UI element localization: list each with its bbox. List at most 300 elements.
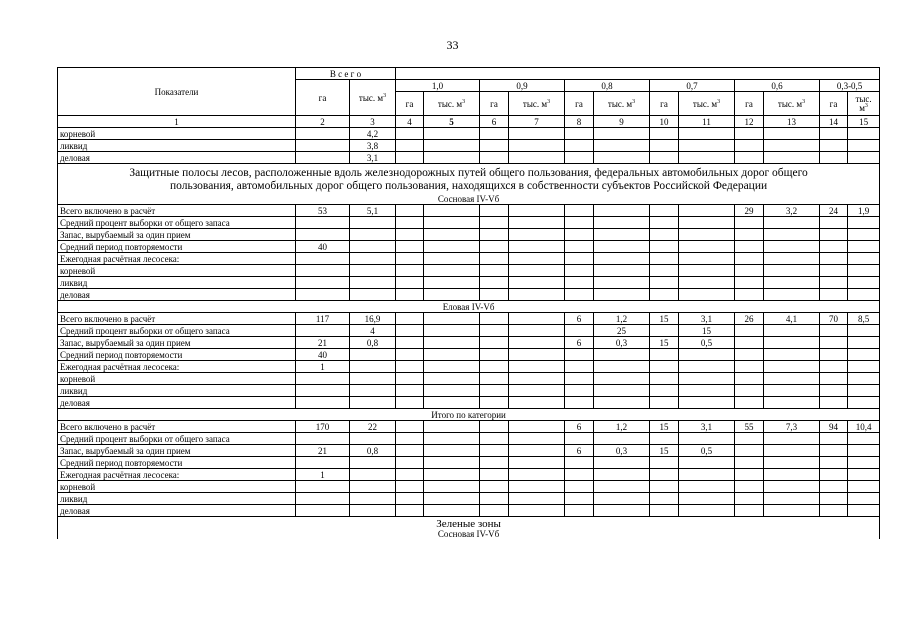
cell-value: [350, 493, 396, 505]
cell-value: [848, 361, 880, 373]
cell-value: [565, 457, 594, 469]
cell-value: [735, 265, 764, 277]
cell-value: [594, 385, 650, 397]
cell-value: [650, 253, 679, 265]
row-label: Всего включено в расчёт: [58, 205, 296, 217]
cell-value: 25: [594, 325, 650, 337]
cell-value: [480, 361, 509, 373]
cell-value: 1,9: [848, 205, 880, 217]
header-ha: га: [820, 92, 848, 116]
cell-value: [735, 361, 764, 373]
cell-value: [396, 361, 424, 373]
cell-value: 1: [296, 361, 350, 373]
header-ha: га: [735, 92, 764, 116]
cell-value: [296, 277, 350, 289]
header-total: В с е г о: [296, 68, 396, 80]
table-row: [58, 140, 880, 152]
cell-value: [424, 445, 480, 457]
cell-value: 15: [650, 421, 679, 433]
cell-value: [509, 229, 565, 241]
cell-value: [679, 128, 735, 140]
cell-value: 0,3: [594, 445, 650, 457]
cell-value: [424, 361, 480, 373]
cell-value: [396, 433, 424, 445]
table-row: [58, 349, 880, 361]
cell-value: [296, 433, 350, 445]
cell-value: [650, 349, 679, 361]
section-title-text: Зеленые зоны: [436, 518, 501, 530]
cell-value: [820, 241, 848, 253]
cell-value: [424, 349, 480, 361]
cell-value: [509, 241, 565, 253]
cell-value: [396, 325, 424, 337]
cell-value: [848, 337, 880, 349]
cell-value: [509, 385, 565, 397]
cell-value: [594, 481, 650, 493]
cell-value: [480, 421, 509, 433]
cell-value: [480, 481, 509, 493]
cell-value: [509, 361, 565, 373]
cell-value: [424, 481, 480, 493]
column-number-row: [58, 116, 880, 128]
cell-value: [509, 140, 565, 152]
cell-value: [509, 433, 565, 445]
column-number: 8: [565, 116, 594, 128]
cell-value: [424, 241, 480, 253]
cell-value: [565, 481, 594, 493]
cell-value: [764, 253, 820, 265]
cell-value: [594, 457, 650, 469]
header-indicators: Показатели: [58, 68, 296, 116]
cell-value: [350, 265, 396, 277]
cell-value: [820, 361, 848, 373]
cell-value: [509, 493, 565, 505]
cell-value: 3,8: [350, 140, 396, 152]
cell-value: [509, 469, 565, 481]
cell-value: [820, 325, 848, 337]
cell-value: [848, 217, 880, 229]
cell-value: [848, 505, 880, 517]
row-label: ликвид: [58, 277, 296, 289]
cell-value: [296, 152, 350, 164]
column-number: 14: [820, 116, 848, 128]
cell-value: [565, 128, 594, 140]
cell-value: 4: [350, 325, 396, 337]
cell-value: [296, 217, 350, 229]
cell-value: [679, 205, 735, 217]
cell-value: [735, 128, 764, 140]
cell-value: [396, 229, 424, 241]
cell-value: [679, 152, 735, 164]
cell-value: [735, 373, 764, 385]
table-header: [58, 68, 880, 128]
cell-value: 7,3: [764, 421, 820, 433]
cell-value: [565, 265, 594, 277]
row-label: корневой: [58, 373, 296, 385]
cell-value: [424, 373, 480, 385]
row-label: ликвид: [58, 385, 296, 397]
block-title: Еловая IV-Vб: [58, 301, 880, 313]
cell-value: [509, 152, 565, 164]
cell-value: [424, 457, 480, 469]
cell-value: [424, 289, 480, 301]
cell-value: [650, 229, 679, 241]
cell-value: [296, 140, 350, 152]
header-thous-m3: тыс. $м^3$: [424, 92, 480, 116]
cell-value: [594, 217, 650, 229]
header-total-thous-m3: тыс. $м^3$: [350, 80, 396, 116]
cell-value: [396, 385, 424, 397]
cell-value: [509, 253, 565, 265]
cell-value: [679, 385, 735, 397]
header-thous-m3: тыс. $м^3$: [679, 92, 735, 116]
cell-value: [820, 397, 848, 409]
cell-value: [820, 505, 848, 517]
cell-value: [650, 361, 679, 373]
cell-value: [350, 481, 396, 493]
cell-value: [424, 433, 480, 445]
column-number: 1: [58, 116, 296, 128]
cell-value: [509, 421, 565, 433]
cell-value: [480, 205, 509, 217]
cell-value: [424, 217, 480, 229]
cell-value: [848, 229, 880, 241]
cell-value: 6: [565, 313, 594, 325]
cell-value: [424, 505, 480, 517]
cell-value: [350, 433, 396, 445]
cell-value: 15: [650, 337, 679, 349]
cell-value: [735, 241, 764, 253]
cell-value: 70: [820, 313, 848, 325]
row-label: Средний период повторяемости: [58, 241, 296, 253]
cell-value: 1,2: [594, 421, 650, 433]
table-row: [58, 373, 880, 385]
table-row: [58, 229, 880, 241]
row-label: Запас, вырубаемый за один прием: [58, 337, 296, 349]
cell-value: [296, 373, 350, 385]
cell-value: [650, 457, 679, 469]
cell-value: [650, 265, 679, 277]
cell-value: 0,5: [679, 337, 735, 349]
cell-value: [594, 152, 650, 164]
cell-value: [396, 277, 424, 289]
column-number: 10: [650, 116, 679, 128]
cell-value: [735, 445, 764, 457]
row-label: деловая: [58, 505, 296, 517]
row-label: Всего включено в расчёт: [58, 421, 296, 433]
cell-value: 10,4: [848, 421, 880, 433]
cell-value: [650, 493, 679, 505]
cell-value: [350, 349, 396, 361]
cell-value: [764, 373, 820, 385]
cell-value: 1: [296, 469, 350, 481]
cell-value: [764, 140, 820, 152]
table-row: [58, 265, 880, 277]
cell-value: [848, 128, 880, 140]
cell-value: 22: [350, 421, 396, 433]
cell-value: [396, 265, 424, 277]
cell-value: 40: [296, 241, 350, 253]
cell-value: [764, 217, 820, 229]
cell-value: [480, 493, 509, 505]
cell-value: [480, 457, 509, 469]
cell-value: [820, 289, 848, 301]
cell-value: [650, 505, 679, 517]
cell-value: [350, 241, 396, 253]
header-density: 0,8: [565, 80, 650, 92]
row-label: Ежегодная расчётная лесосека:: [58, 361, 296, 373]
column-number: 4: [396, 116, 424, 128]
cell-value: 24: [820, 205, 848, 217]
column-number: 5: [424, 116, 480, 128]
cell-value: [594, 140, 650, 152]
cell-value: [735, 277, 764, 289]
cell-value: [679, 457, 735, 469]
cell-value: [594, 433, 650, 445]
cell-value: [565, 241, 594, 253]
cell-value: [764, 337, 820, 349]
cell-value: 3,1: [350, 152, 396, 164]
cell-value: [480, 397, 509, 409]
row-label: деловая: [58, 289, 296, 301]
table-row: [58, 325, 880, 337]
row-label: ликвид: [58, 493, 296, 505]
cell-value: [296, 385, 350, 397]
cell-value: [509, 457, 565, 469]
cell-value: [480, 445, 509, 457]
cell-value: [650, 325, 679, 337]
cell-value: [848, 469, 880, 481]
cell-value: [594, 128, 650, 140]
cell-value: 6: [565, 445, 594, 457]
cell-value: [565, 469, 594, 481]
cell-value: [296, 325, 350, 337]
cell-value: 170: [296, 421, 350, 433]
header-density: 0,3-0,5: [820, 80, 880, 92]
cell-value: [594, 277, 650, 289]
header-density: 0,7: [650, 80, 735, 92]
cell-value: [480, 152, 509, 164]
header-thous-m3: тыс. $м^3$: [764, 92, 820, 116]
cell-value: [848, 373, 880, 385]
table-row: [58, 445, 880, 457]
cell-value: [565, 385, 594, 397]
cell-value: [396, 337, 424, 349]
cell-value: [480, 140, 509, 152]
table-row: [58, 217, 880, 229]
row-label: Средний процент выборки от общего запаса: [58, 325, 296, 337]
cell-value: [565, 140, 594, 152]
cell-value: [396, 445, 424, 457]
cell-value: [424, 469, 480, 481]
cell-value: [565, 217, 594, 229]
cell-value: 40: [296, 349, 350, 361]
cell-value: [509, 397, 565, 409]
cell-value: [350, 229, 396, 241]
section-title: Защитные полосы лесов, расположенные вдоль железнодорожных путей общего пользования, федеральных автомобильных дорог общего пользования, автомобильных дорог общего пользования, находящихся в собственности субъектов Российской Федерации: [58, 164, 880, 194]
cell-value: [679, 361, 735, 373]
cell-value: [735, 481, 764, 493]
cell-value: [820, 152, 848, 164]
row-label: корневой: [58, 481, 296, 493]
cell-value: [424, 385, 480, 397]
header-ha: га: [565, 92, 594, 116]
cell-value: [679, 229, 735, 241]
cell-value: [480, 469, 509, 481]
cell-value: [820, 265, 848, 277]
cell-value: [396, 349, 424, 361]
cell-value: [735, 457, 764, 469]
cell-value: [848, 445, 880, 457]
cell-value: 0,5: [679, 445, 735, 457]
cell-value: [679, 217, 735, 229]
cell-value: [650, 397, 679, 409]
table-row: [58, 397, 880, 409]
cell-value: [396, 457, 424, 469]
cell-value: [509, 128, 565, 140]
table-row: [58, 313, 880, 325]
cell-value: [480, 337, 509, 349]
cell-value: [820, 253, 848, 265]
cell-value: [679, 397, 735, 409]
cell-value: [650, 140, 679, 152]
header-density: 1,0: [396, 80, 480, 92]
cell-value: [679, 469, 735, 481]
cell-value: [848, 349, 880, 361]
cell-value: [509, 445, 565, 457]
cell-value: [679, 140, 735, 152]
header-blank: [396, 68, 880, 80]
cell-value: [735, 397, 764, 409]
block-title-row: [58, 193, 880, 205]
row-label: Запас, вырубаемый за один прием: [58, 445, 296, 457]
cell-value: [565, 505, 594, 517]
cell-value: [480, 433, 509, 445]
cell-value: [594, 373, 650, 385]
cell-value: [480, 128, 509, 140]
cell-value: [424, 128, 480, 140]
cell-value: [350, 469, 396, 481]
cell-value: [480, 373, 509, 385]
cell-value: [296, 265, 350, 277]
cell-value: [396, 505, 424, 517]
cell-value: [820, 229, 848, 241]
cell-value: 15: [679, 325, 735, 337]
row-label: деловая: [58, 152, 296, 164]
cell-value: [679, 289, 735, 301]
cell-value: [650, 469, 679, 481]
cell-value: 53: [296, 205, 350, 217]
cell-value: [424, 493, 480, 505]
cell-value: [296, 253, 350, 265]
cell-value: [594, 469, 650, 481]
cell-value: [396, 421, 424, 433]
cell-value: [350, 253, 396, 265]
cell-value: [350, 217, 396, 229]
cell-value: [594, 253, 650, 265]
cell-value: [424, 337, 480, 349]
cell-value: [396, 128, 424, 140]
cell-value: [509, 289, 565, 301]
cell-value: [509, 337, 565, 349]
cell-value: [396, 241, 424, 253]
row-label: Средний процент выборки от общего запаса: [58, 217, 296, 229]
page-number: 33: [446, 38, 459, 52]
table-row: [58, 493, 880, 505]
cell-value: 0,8: [350, 337, 396, 349]
cell-value: [764, 361, 820, 373]
row-label: Ежегодная расчётная лесосека:: [58, 253, 296, 265]
cell-value: [650, 289, 679, 301]
row-label: Ежегодная расчётная лесосека:: [58, 469, 296, 481]
cell-value: 0,3: [594, 337, 650, 349]
cell-value: [594, 397, 650, 409]
cell-value: [565, 325, 594, 337]
cell-value: [848, 253, 880, 265]
cell-value: [424, 421, 480, 433]
header-total-ha: га: [296, 80, 350, 116]
cell-value: [565, 277, 594, 289]
cell-value: [396, 373, 424, 385]
cell-value: [509, 313, 565, 325]
cell-value: [735, 469, 764, 481]
cell-value: [848, 277, 880, 289]
cell-value: [594, 289, 650, 301]
cell-value: [424, 152, 480, 164]
cell-value: [679, 265, 735, 277]
cell-value: [480, 289, 509, 301]
block-title: Сосновая IV-Vб: [58, 193, 880, 205]
cell-value: [594, 205, 650, 217]
cell-value: [296, 481, 350, 493]
cell-value: 3,1: [679, 421, 735, 433]
cell-value: [565, 289, 594, 301]
cell-value: [509, 277, 565, 289]
cell-value: 6: [565, 421, 594, 433]
block-title-row: [58, 409, 880, 421]
cell-value: [480, 349, 509, 361]
cell-value: [764, 385, 820, 397]
cell-value: 4,2: [350, 128, 396, 140]
header-thous-m3: тыс. $м^3$: [509, 92, 565, 116]
table-row: [58, 385, 880, 397]
block-title: Сосновая IV-Vб: [437, 529, 500, 539]
cell-value: [820, 469, 848, 481]
cell-value: [764, 505, 820, 517]
cell-value: [764, 229, 820, 241]
cell-value: [679, 277, 735, 289]
cell-value: [848, 397, 880, 409]
cell-value: [424, 313, 480, 325]
cell-value: [650, 217, 679, 229]
cell-value: [764, 277, 820, 289]
cell-value: [820, 337, 848, 349]
cell-value: [296, 493, 350, 505]
row-label: деловая: [58, 397, 296, 409]
row-label: ликвид: [58, 140, 296, 152]
cell-value: 55: [735, 421, 764, 433]
cell-value: [565, 397, 594, 409]
cell-value: [480, 505, 509, 517]
cell-value: [735, 493, 764, 505]
cell-value: [650, 277, 679, 289]
cell-value: [735, 337, 764, 349]
cell-value: [679, 373, 735, 385]
cell-value: [424, 277, 480, 289]
cell-value: [594, 349, 650, 361]
cell-value: [594, 361, 650, 373]
cell-value: [480, 385, 509, 397]
